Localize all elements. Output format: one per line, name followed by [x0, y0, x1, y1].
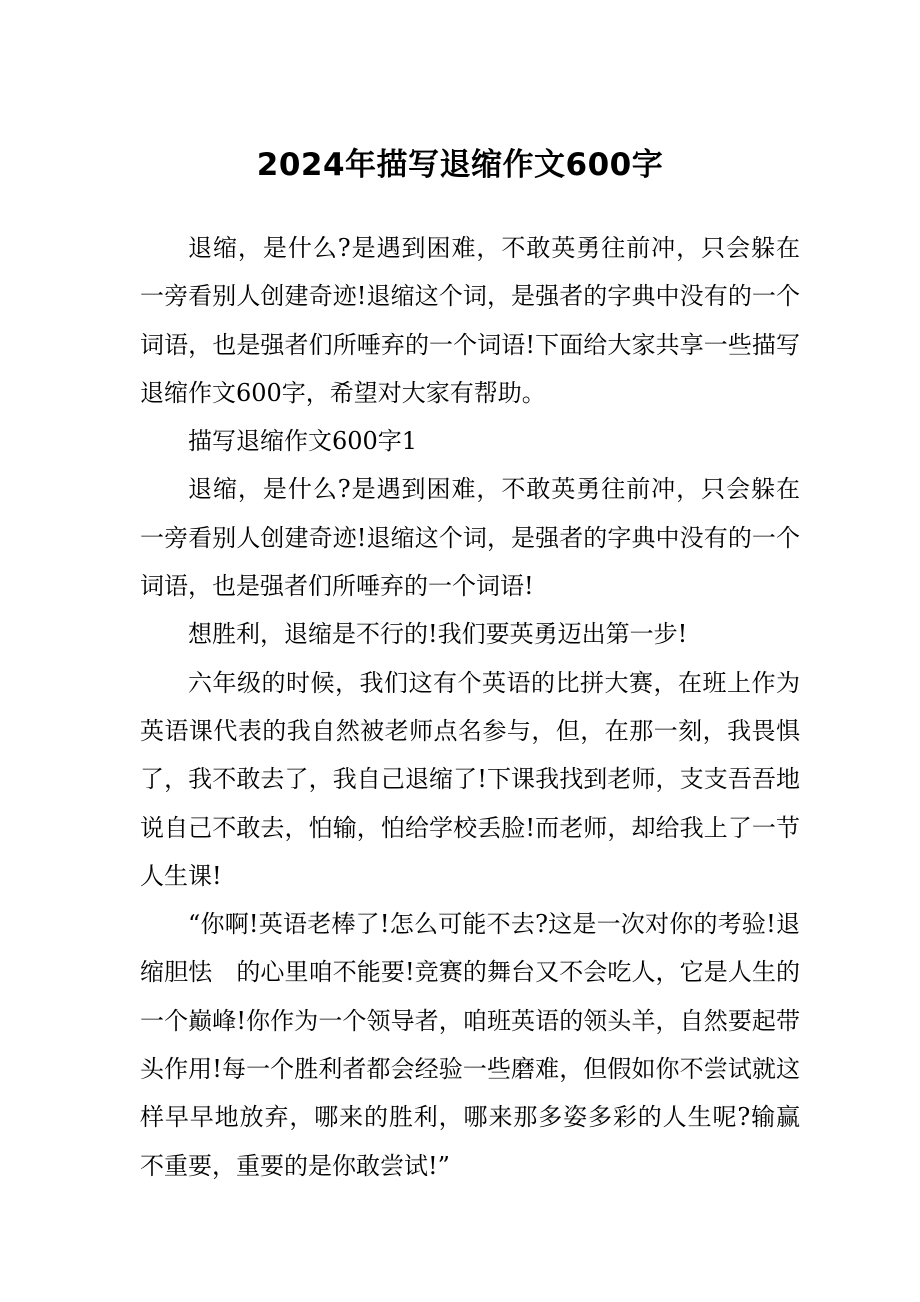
document-body [140, 224, 800, 1190]
paragraph-definition: 退缩，是什么?是遇到困难，不敢英勇往前冲，只会躲在一旁看别人创建奇迹!退缩这个词，是强者的字典中没有的一个词语，也是强者们所唾弃的一个词语! [140, 475, 800, 601]
paragraph-subheading: 描写退缩作文600字1 [188, 427, 418, 456]
paragraph-intro: 退缩，是什么?是遇到困难，不敢英勇往前冲，只会躲在一旁看别人创建奇迹!退缩这个词，是强者的字典中没有的一个词语，也是强者们所唾弃的一个词语!下面给大家共享一些描写退缩作文600字，希望对大家有帮助。 [140, 234, 800, 407]
paragraph-story: 六年级的时候，我们这有个英语的比拼大赛，在班上作为英语课代表的我自然被老师点名参与，但，在那一刻，我畏惧了，我不敢去了，我自己退缩了!下课我找到老师，支支吾吾地说自己不敢去，怕输，怕给学校丢脸!而老师，却给我上了一节人生课! [140, 668, 800, 890]
document-title: 2024年描写退缩作文600字 [256, 147, 664, 183]
paragraph-victory: 想胜利，退缩是不行的!我们要英勇迈出第一步! [188, 620, 688, 649]
paragraph-quote: “你啊!英语老棒了!怎么可能不去?这是一次对你的考验!退缩胆怯 的心里咱不能要!竞赛的舞台又不会吃人，它是人生的一个巅峰!你作为一个领导者，咱班英语的领头羊，自然要起带头作用!每一个胜利者都会经验一些磨难，但假如你不尝试就这样早早地放弃，哪来的胜利，哪来那多姿多彩的人生呢?输赢不重要，重要的是你敢尝试!” [140, 910, 800, 1180]
